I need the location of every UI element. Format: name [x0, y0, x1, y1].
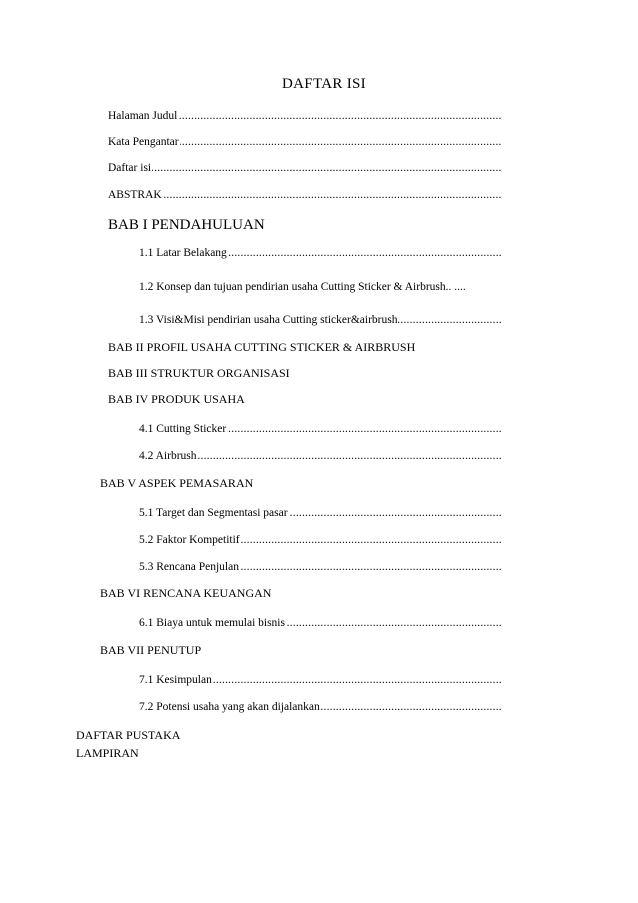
toc-item-4-2[interactable]: [139, 448, 502, 464]
toc-item-label: 1.3 Visi&Misi pendirian usaha Cutting sticker&airbrush: [139, 314, 398, 326]
toc-item-4-1[interactable]: [139, 421, 502, 437]
page-title: DAFTAR ISI: [282, 76, 366, 92]
toc-item-daftar-isi[interactable]: [108, 160, 502, 176]
toc-item-label: 1.2 Konsep dan tujuan pendirian usaha Cutting Sticker & Airbrush.. ....: [139, 281, 466, 293]
toc-item-label: ABSTRAK: [108, 189, 162, 201]
toc-item-label: 7.1 Kesimpulan: [139, 674, 212, 686]
toc-item-7-2[interactable]: [139, 699, 502, 715]
toc-item-label: Kata Pengantar: [108, 136, 179, 148]
chapter-heading-bab-7[interactable]: BAB VII PENUTUP: [100, 643, 202, 657]
toc-item-label: 4.2 Airbrush: [139, 450, 197, 462]
toc-item-label: 6.1 Biaya untuk memulai bisnis: [139, 617, 285, 629]
toc-item-label: 7.2 Potensi usaha yang akan dijalankan: [139, 701, 320, 713]
section-lampiran[interactable]: LAMPIRAN: [76, 746, 139, 760]
chapter-heading-bab-2[interactable]: BAB II PROFIL USAHA CUTTING STICKER & AIRBRUSH: [108, 340, 416, 354]
chapter-heading-bab-3[interactable]: BAB III STRUKTUR ORGANISASI: [108, 366, 290, 380]
toc-item-label: 1.1 Latar Belakang: [139, 247, 227, 259]
toc-item-label: 4.1 Cutting Sticker: [139, 423, 227, 435]
chapter-heading-bab-6[interactable]: BAB VI RENCANA KEUANGAN: [100, 586, 272, 600]
toc-item-5-2[interactable]: [139, 532, 502, 548]
toc-item-abstrak[interactable]: [108, 187, 502, 203]
toc-item-halaman-judul[interactable]: [108, 108, 502, 124]
section-daftar-pustaka[interactable]: DAFTAR PUSTAKA: [76, 728, 181, 742]
toc-item-label: 5.1 Target dan Segmentasi pasar: [139, 507, 288, 519]
chapter-heading-bab-1[interactable]: BAB I PENDAHULUAN: [108, 217, 265, 233]
toc-item-7-1[interactable]: [139, 672, 502, 688]
toc-item-label: 5.2 Faktor Kompetitif: [139, 534, 240, 546]
toc-item-label: Daftar isi: [108, 162, 152, 174]
toc-item-label: Halaman Judul: [108, 110, 178, 122]
toc-item-kata-pengantar[interactable]: [108, 134, 502, 150]
chapter-heading-bab-4[interactable]: BAB IV PRODUK USAHA: [108, 392, 245, 406]
toc-item-6-1[interactable]: [139, 615, 502, 631]
toc-item-5-1[interactable]: [139, 505, 502, 521]
toc-item-5-3[interactable]: [139, 559, 502, 575]
toc-item-1-1[interactable]: [139, 245, 502, 261]
toc-item-1-2[interactable]: [139, 279, 502, 295]
toc-item-label: 5.3 Rencana Penjulan: [139, 561, 239, 573]
toc-item-1-3[interactable]: [139, 312, 502, 328]
chapter-heading-bab-5[interactable]: BAB V ASPEK PEMASARAN: [100, 476, 254, 490]
